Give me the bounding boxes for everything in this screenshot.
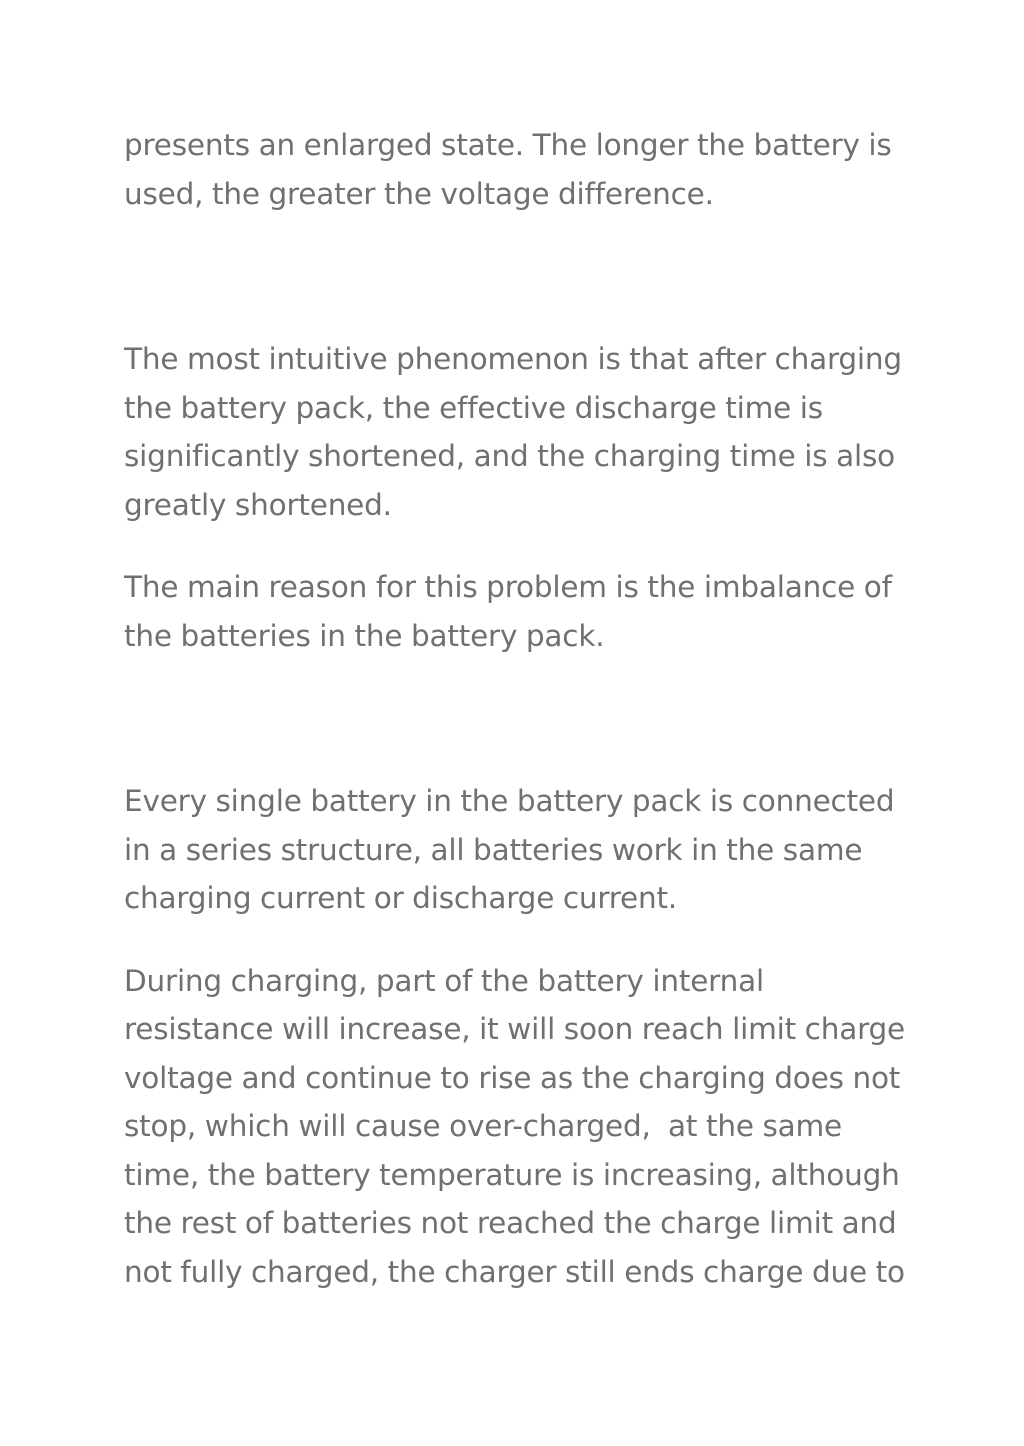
text-line: voltage and continue to rise as the charging does not	[124, 1060, 901, 1095]
text-line: presents an enlarged state. The longer the battery is	[124, 128, 892, 162]
text-line: in a series structure, all batteries work in the same	[124, 832, 863, 867]
text-line: stop, which will cause over-charged, at the same	[124, 1109, 842, 1143]
text-line: greatly shortened.	[124, 487, 392, 522]
section-gap	[124, 660, 904, 777]
paragraph-gap	[124, 923, 904, 957]
text-line: The main reason for this problem is the imbalance of	[124, 570, 892, 604]
paragraph-series-structure	[124, 777, 904, 923]
text-line: resistance will increase, it will soon reach limit charge	[124, 1012, 905, 1046]
section-gap	[124, 218, 904, 335]
text-line: not fully charged, the charger still ends charge due to	[124, 1254, 905, 1289]
text-line: the rest of batteries not reached the charge limit and	[124, 1206, 897, 1240]
text-line: During charging, part of the battery internal	[124, 963, 764, 998]
text-line: Every single battery in the battery pack is connected	[124, 784, 895, 818]
text-line: time, the battery temperature is increasing, although	[124, 1157, 900, 1192]
paragraph-intuitive-phenomenon	[124, 335, 904, 529]
text-line: the batteries in the battery pack.	[124, 618, 605, 653]
document-page	[124, 121, 904, 1296]
text-line: the battery pack, the effective discharge time is	[124, 390, 823, 425]
paragraph-gap	[124, 529, 904, 563]
paragraph-during-charging	[124, 957, 904, 1297]
paragraph-main-reason	[124, 563, 904, 660]
text-line: significantly shortened, and the charging time is also	[124, 439, 895, 473]
text-line: The most intuitive phenomenon is that after charging	[124, 342, 902, 376]
text-line: used, the greater the voltage difference.	[124, 176, 714, 211]
paragraph-voltage-difference	[124, 121, 904, 218]
text-line: charging current or discharge current.	[124, 881, 678, 915]
